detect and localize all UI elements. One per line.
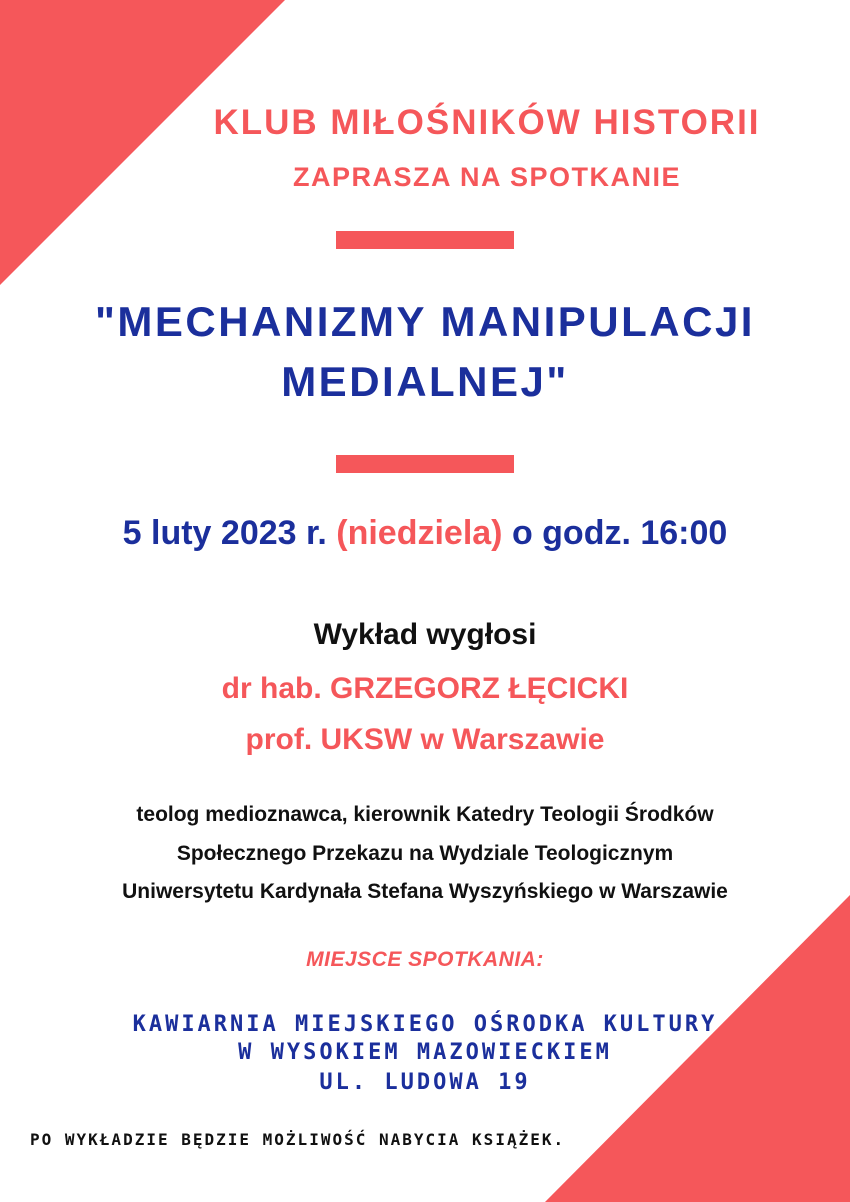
venue-label: MIEJSCE SPOTKANIA: bbox=[306, 948, 544, 971]
footer-note: PO WYKŁADZIE BĘDZIE MOŻLIWOŚĆ NABYCIA KSIĄŻEK. bbox=[30, 1130, 566, 1149]
venue-line-1: KAWIARNIA MIEJSKIEGO OŚRODKA KULTURY bbox=[132, 1012, 718, 1037]
lecture-title-line-1: "MECHANIZMY MANIPULACJI bbox=[95, 298, 755, 345]
divider-bottom bbox=[336, 455, 514, 473]
club-name: KLUB MIŁOŚNIKÓW HISTORII bbox=[213, 103, 761, 142]
lecturer-intro: Wykład wygłosi bbox=[313, 618, 537, 651]
venue-line-2: W WYSOKIEM MAZOWIECKIEM bbox=[238, 1040, 612, 1065]
invite-line: ZAPRASZA NA SPOTKANIE bbox=[292, 162, 681, 192]
event-date bbox=[0, 514, 850, 553]
venue-address: UL. LUDOWA 19 bbox=[319, 1070, 531, 1095]
lecture-title-line-2: MEDIALNEJ" bbox=[281, 358, 569, 405]
bio-line-2: Społecznego Przekazu na Wydziale Teologicznym bbox=[176, 842, 674, 865]
date-weekday: (niedziela) bbox=[336, 514, 503, 552]
bio-line-3: Uniwersytetu Kardynała Stefana Wyszyńskiego w Warszawie bbox=[122, 880, 728, 903]
bio-line-1: teolog medioznawca, kierownik Katedry Teologii Środków bbox=[136, 803, 714, 826]
lecturer-name: dr hab. GRZEGORZ ŁĘCICKI bbox=[221, 672, 629, 705]
date-text: 5 luty 2023 r. bbox=[122, 514, 337, 552]
divider-top bbox=[336, 231, 514, 249]
date-time: o godz. 16:00 bbox=[502, 514, 728, 552]
lecturer-affiliation: prof. UKSW w Warszawie bbox=[245, 723, 605, 756]
